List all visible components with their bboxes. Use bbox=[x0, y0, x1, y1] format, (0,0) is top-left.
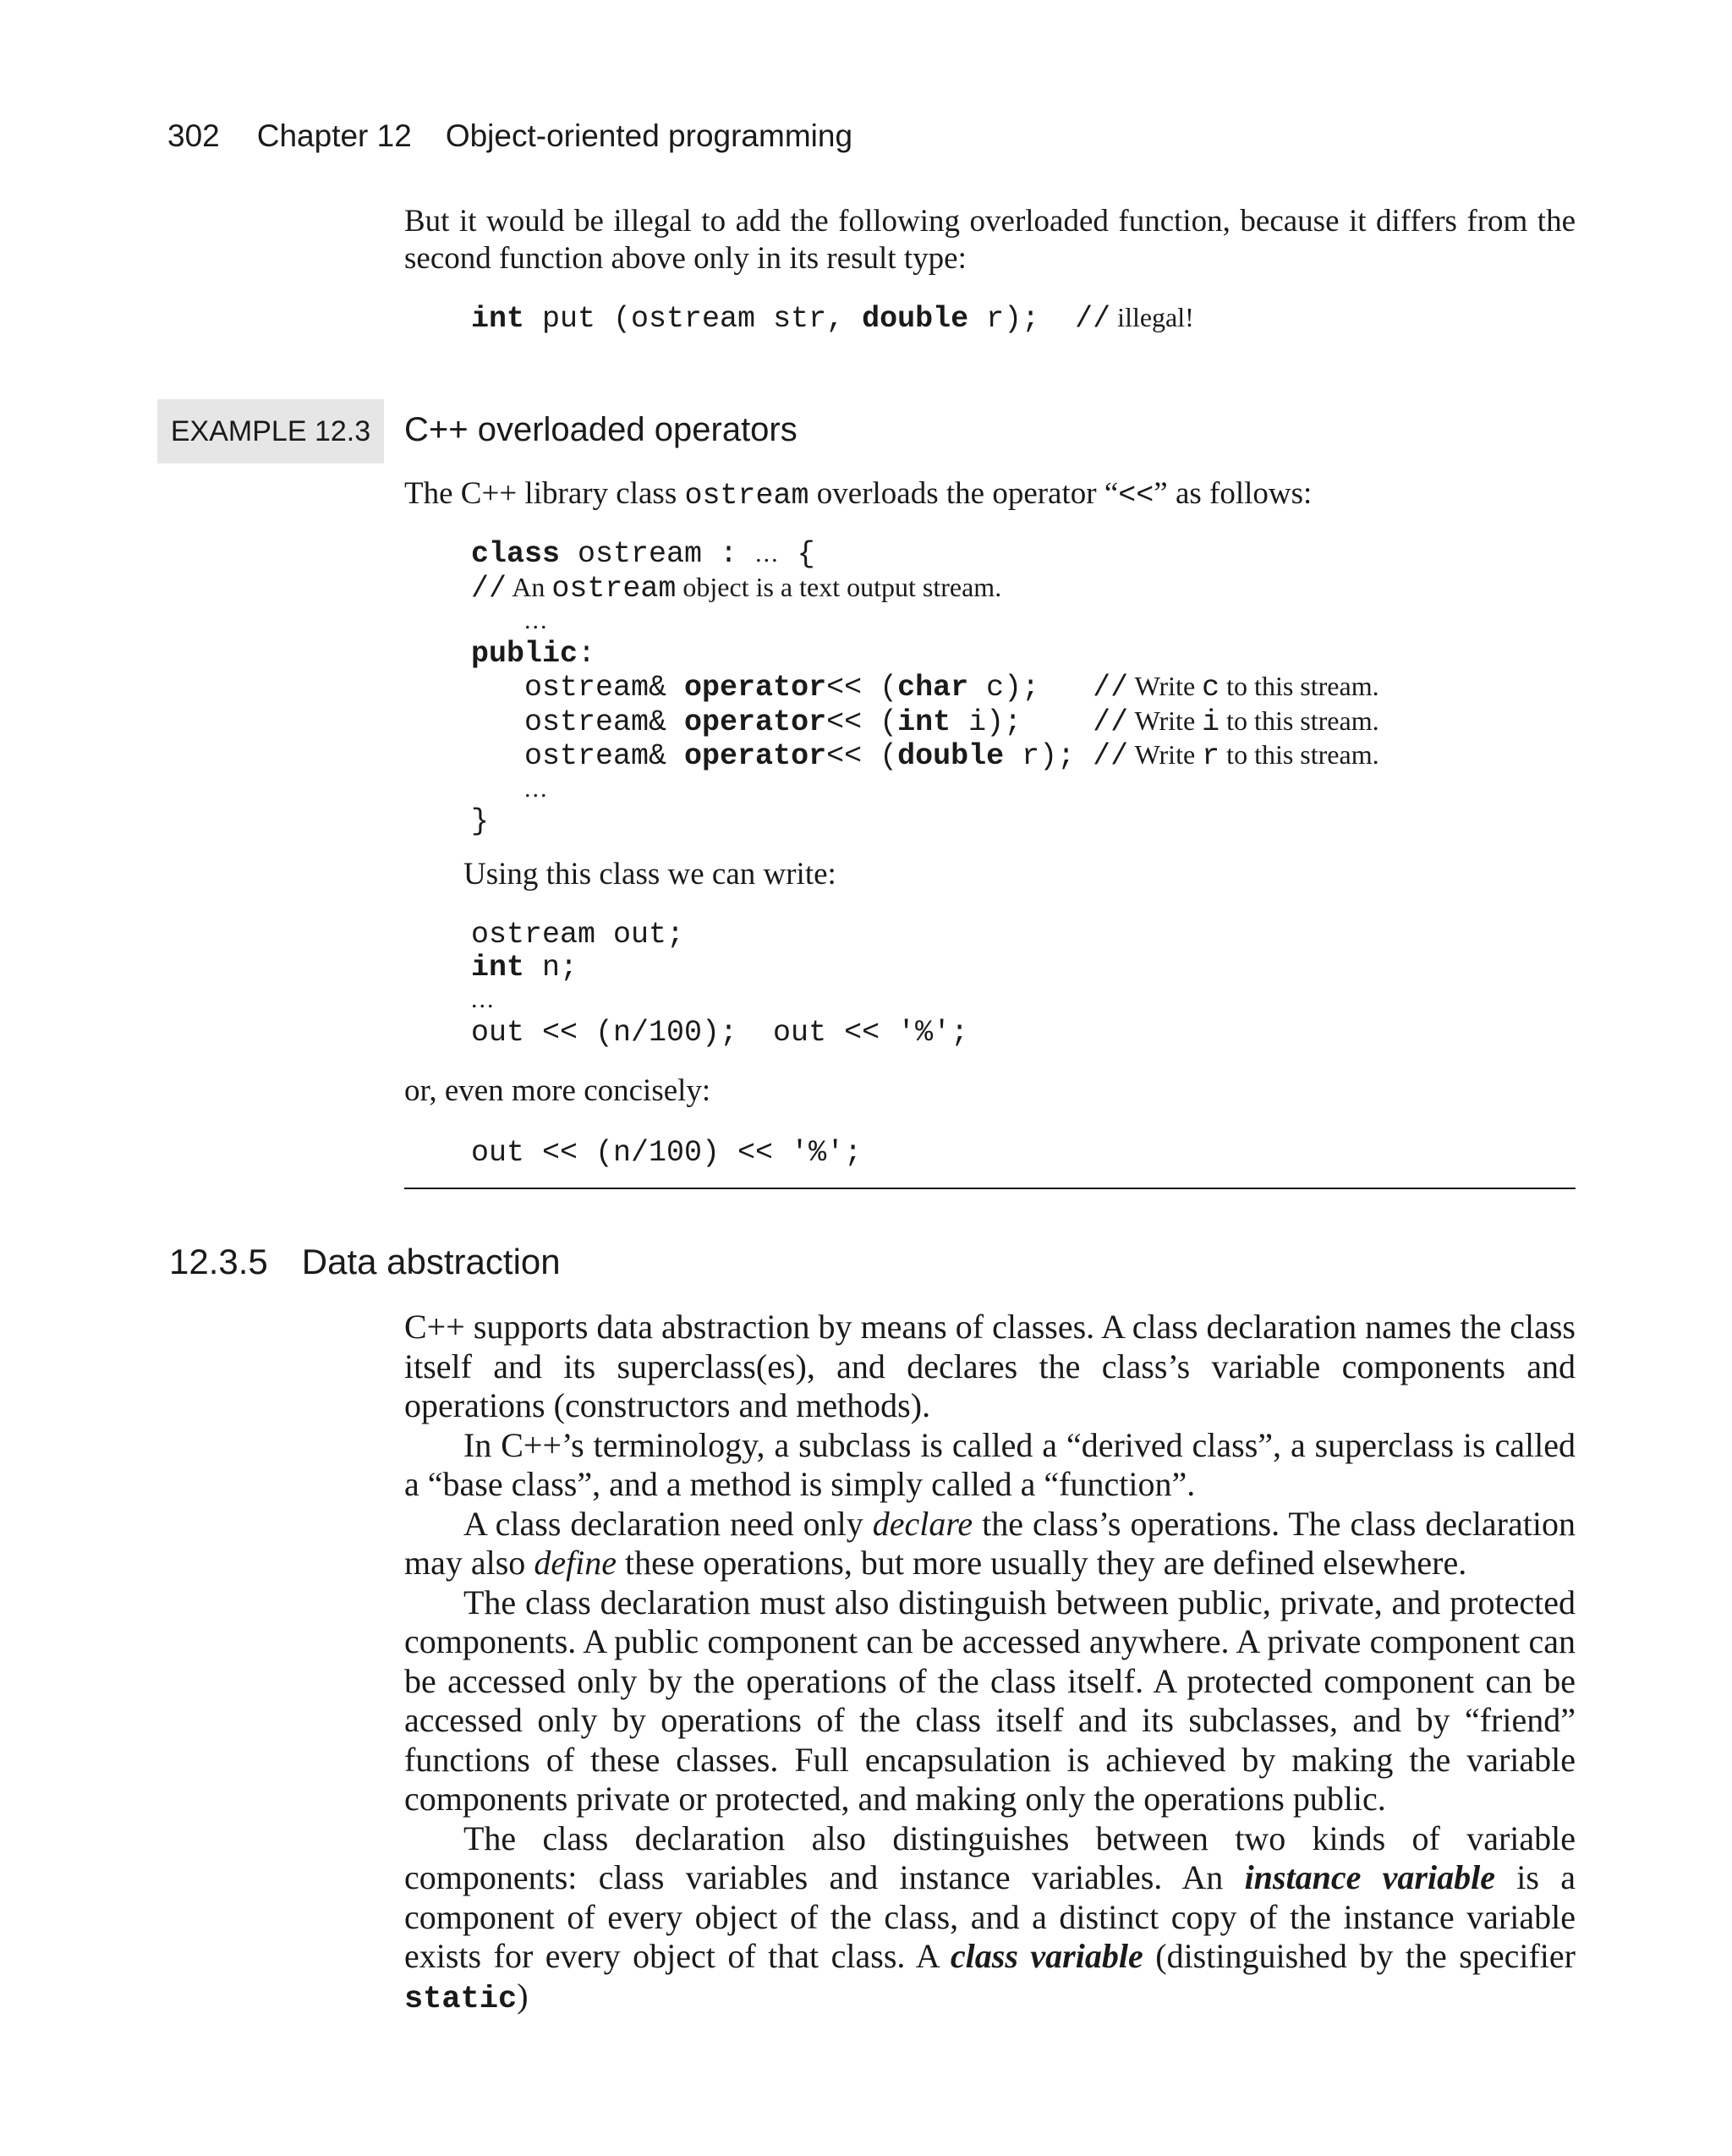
paragraph: The class declaration must also distinguish between public, private, and protected components. A public component can be accessed anywhere. A private component can be accessed only by the operations of the class itself. A protected component can be accessed only by operations of the class itself and its subclasses, and by “friend” functions of these classes. Full encapsulation is achieved by making the variable components private or protected, and making only the operations public. bbox=[404, 1583, 1576, 1818]
code-line bbox=[471, 984, 968, 1017]
code-keyword: double bbox=[897, 739, 1005, 773]
running-head bbox=[167, 118, 852, 154]
code-text: r); bbox=[1004, 739, 1093, 773]
inline-code: static bbox=[404, 1981, 518, 2017]
comment-marker: // bbox=[1075, 302, 1111, 336]
defined-term: instance variable bbox=[1244, 1858, 1495, 1896]
code-keyword: char bbox=[897, 671, 969, 705]
inline-code: i bbox=[1202, 705, 1220, 739]
comment-marker: // bbox=[1093, 739, 1129, 773]
code-line bbox=[471, 638, 1379, 671]
code-keyword: operator bbox=[684, 739, 827, 773]
code-text: } bbox=[471, 804, 490, 838]
lead-text: overloads the operator “ bbox=[808, 476, 1119, 511]
ostream-class-code bbox=[471, 538, 1379, 838]
code-line bbox=[471, 705, 1379, 739]
concise-text: or, even more concisely: bbox=[404, 1073, 711, 1108]
code-line bbox=[471, 605, 1379, 638]
paragraph: In C++’s terminology, a subclass is called a “derived class”, a superclass is called a “base class”, and a method is simply called a “function”. bbox=[404, 1425, 1576, 1503]
code-keyword: public bbox=[471, 636, 578, 671]
chapter-label: Chapter 12 bbox=[256, 118, 412, 153]
paragraph bbox=[404, 1505, 1576, 1583]
ellipsis: ... bbox=[471, 985, 496, 1013]
text: The class declaration also distinguishes between two kinds of variable components: class variables and instance variables. An bbox=[404, 1819, 1576, 1896]
lead-text: The C++ library class bbox=[404, 476, 685, 511]
text: is a component of every object of the class, and a distinct copy of the instance variable exists for every object of that class. A bbox=[404, 1858, 1576, 1975]
inline-code: ostream bbox=[551, 571, 677, 606]
page-number: 302 bbox=[167, 118, 220, 153]
code-comment: object is a text output stream. bbox=[676, 571, 1002, 602]
comment-marker: // bbox=[1093, 705, 1129, 739]
text: these operations, but more usually they are defined elsewhere. bbox=[617, 1544, 1467, 1582]
code-line bbox=[471, 670, 1379, 705]
code-text: put (ostream str, bbox=[524, 302, 863, 336]
code-text: c); bbox=[968, 671, 1093, 705]
chapter-title: Object-oriented programming bbox=[445, 118, 853, 153]
code-line: ostream out; bbox=[471, 918, 685, 952]
ellipsis: ... bbox=[524, 606, 549, 634]
section-body bbox=[404, 1308, 1576, 2019]
code-text: i); bbox=[951, 705, 1093, 739]
section-number: 12.3.5 bbox=[169, 1242, 268, 1281]
code-text: << ( bbox=[826, 671, 898, 705]
text: (distinguished by the specifier bbox=[1143, 1937, 1576, 1975]
code-keyword: int bbox=[471, 950, 525, 985]
intro-text: But it would be illegal to add the following overloaded function, because it differs from the second function above only in its result type: bbox=[404, 204, 1576, 276]
code-keyword: double bbox=[862, 302, 969, 336]
inline-code: ostream bbox=[684, 479, 809, 513]
code-comment: Write bbox=[1128, 671, 1203, 701]
concise-code: out << (n/100) << '%'; bbox=[471, 1136, 863, 1170]
intro-paragraph bbox=[404, 203, 1576, 277]
example-end-rule bbox=[404, 1188, 1576, 1189]
comment-marker: // bbox=[1093, 671, 1129, 705]
code-keyword: operator bbox=[684, 671, 827, 705]
ellipsis: ... bbox=[524, 774, 549, 803]
code-comment: Write bbox=[1128, 739, 1203, 770]
example-lead bbox=[404, 475, 1576, 514]
code-line bbox=[471, 805, 1379, 838]
inline-code: << bbox=[1118, 479, 1154, 513]
code-comment: illegal! bbox=[1110, 302, 1194, 332]
emphasis: declare bbox=[872, 1504, 973, 1543]
code-keyword: int bbox=[897, 705, 951, 739]
section-heading bbox=[169, 1242, 561, 1282]
example-title: C++ overloaded operators bbox=[404, 411, 797, 448]
paragraph bbox=[404, 1819, 1576, 2020]
example-tag: EXAMPLE 12.3 bbox=[157, 399, 384, 464]
code-text: ostream& bbox=[471, 671, 685, 705]
code-keyword: int bbox=[471, 302, 525, 336]
code-keyword: class bbox=[471, 537, 561, 571]
code-text: << ( bbox=[826, 705, 898, 739]
code-line: out << (n/100); out << '%'; bbox=[471, 1015, 969, 1050]
code-line bbox=[471, 538, 1379, 571]
text: ) bbox=[517, 1976, 529, 2015]
lead-text: ” as follows: bbox=[1154, 476, 1313, 511]
code-text: { bbox=[779, 537, 815, 571]
code-line bbox=[471, 738, 1379, 773]
code-text: ostream& bbox=[471, 705, 685, 739]
inline-code: r bbox=[1202, 739, 1220, 773]
code-text: r); bbox=[968, 302, 1076, 336]
usage-code bbox=[471, 919, 968, 1049]
code-comment: to this stream. bbox=[1220, 739, 1379, 770]
code-text: << ( bbox=[826, 739, 898, 773]
code-text: : bbox=[578, 636, 596, 671]
code-line bbox=[471, 773, 1379, 806]
code-line bbox=[471, 571, 1379, 606]
text: A class declaration need only bbox=[463, 1504, 873, 1543]
illegal-overload-code bbox=[471, 301, 1194, 336]
inline-code: c bbox=[1202, 671, 1220, 705]
code-comment: to this stream. bbox=[1220, 705, 1379, 736]
code-text: ostream& bbox=[471, 739, 685, 773]
text: the class’s operations. The class declaration may also bbox=[404, 1504, 1576, 1582]
defined-term: class variable bbox=[950, 1937, 1143, 1975]
emphasis: define bbox=[534, 1544, 617, 1582]
code-comment: Write bbox=[1128, 705, 1203, 736]
comment-marker: // bbox=[471, 571, 507, 606]
using-text: Using this class we can write: bbox=[463, 857, 836, 891]
code-comment: An bbox=[507, 571, 552, 602]
paragraph: C++ supports data abstraction by means of classes. A class declaration names the class itself and its superclass(es), and declares the class’s variable components and operations (constructors and methods). bbox=[404, 1308, 1576, 1424]
code-keyword: operator bbox=[684, 705, 827, 739]
code-comment: to this stream. bbox=[1220, 671, 1379, 701]
code-line bbox=[471, 952, 968, 985]
code-text: n; bbox=[524, 950, 578, 985]
ellipsis: ... bbox=[755, 540, 780, 568]
code-text: ostream : bbox=[560, 537, 756, 571]
section-title: Data abstraction bbox=[301, 1242, 561, 1281]
